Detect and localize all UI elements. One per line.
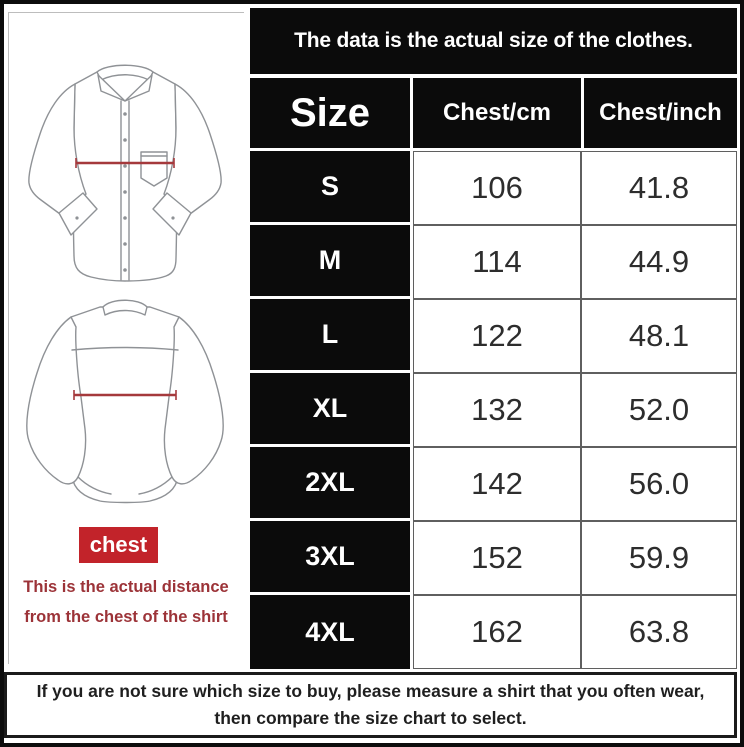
- size-cell: XL: [250, 373, 410, 447]
- size-cell: 2XL: [250, 447, 410, 521]
- table-header-row: [250, 78, 737, 148]
- column-header-size: Size: [250, 78, 410, 148]
- chest-caption-line2: from the chest of the shirt: [24, 608, 228, 626]
- chest-caption-line1: This is the actual distance: [23, 578, 229, 596]
- column-header-chest-inch: Chest/inch: [584, 78, 737, 148]
- footer-note-line2: then compare the size chart to select.: [214, 708, 527, 728]
- size-cell: 4XL: [250, 595, 410, 669]
- table-row: [250, 373, 737, 447]
- chest-inch-cell: 48.1: [581, 299, 737, 373]
- chest-cm-cell: 142: [413, 447, 581, 521]
- left-panel-frame: [8, 12, 244, 664]
- table-row: [250, 521, 737, 595]
- chest-caption: [6, 572, 246, 632]
- column-header-chest-cm: Chest/cm: [413, 78, 581, 148]
- chest-label-badge: [79, 527, 158, 563]
- size-cell: 3XL: [250, 521, 410, 595]
- chest-inch-cell: 56.0: [581, 447, 737, 521]
- table-row: [250, 595, 737, 669]
- table-title: The data is the actual size of the clothes.: [250, 8, 737, 74]
- table-row: [250, 447, 737, 521]
- footer-note: [4, 672, 737, 738]
- chest-cm-cell: 114: [413, 225, 581, 299]
- chest-inch-cell: 52.0: [581, 373, 737, 447]
- chest-inch-cell: 59.9: [581, 521, 737, 595]
- chest-cm-cell: 152: [413, 521, 581, 595]
- size-table: [250, 8, 737, 669]
- chest-label-text: chest: [89, 532, 148, 557]
- chest-cm-cell: 162: [413, 595, 581, 669]
- size-cell: S: [250, 151, 410, 225]
- footer-note-line1: If you are not sure which size to buy, please measure a shirt that you often wear,: [36, 681, 705, 701]
- table-row: [250, 151, 737, 225]
- chest-inch-cell: 44.9: [581, 225, 737, 299]
- chest-cm-cell: 122: [413, 299, 581, 373]
- size-cell: L: [250, 299, 410, 373]
- chest-inch-cell: 63.8: [581, 595, 737, 669]
- chest-inch-cell: 41.8: [581, 151, 737, 225]
- size-cell: M: [250, 225, 410, 299]
- chest-cm-cell: 106: [413, 151, 581, 225]
- table-row: [250, 299, 737, 373]
- chest-cm-cell: 132: [413, 373, 581, 447]
- table-row: [250, 225, 737, 299]
